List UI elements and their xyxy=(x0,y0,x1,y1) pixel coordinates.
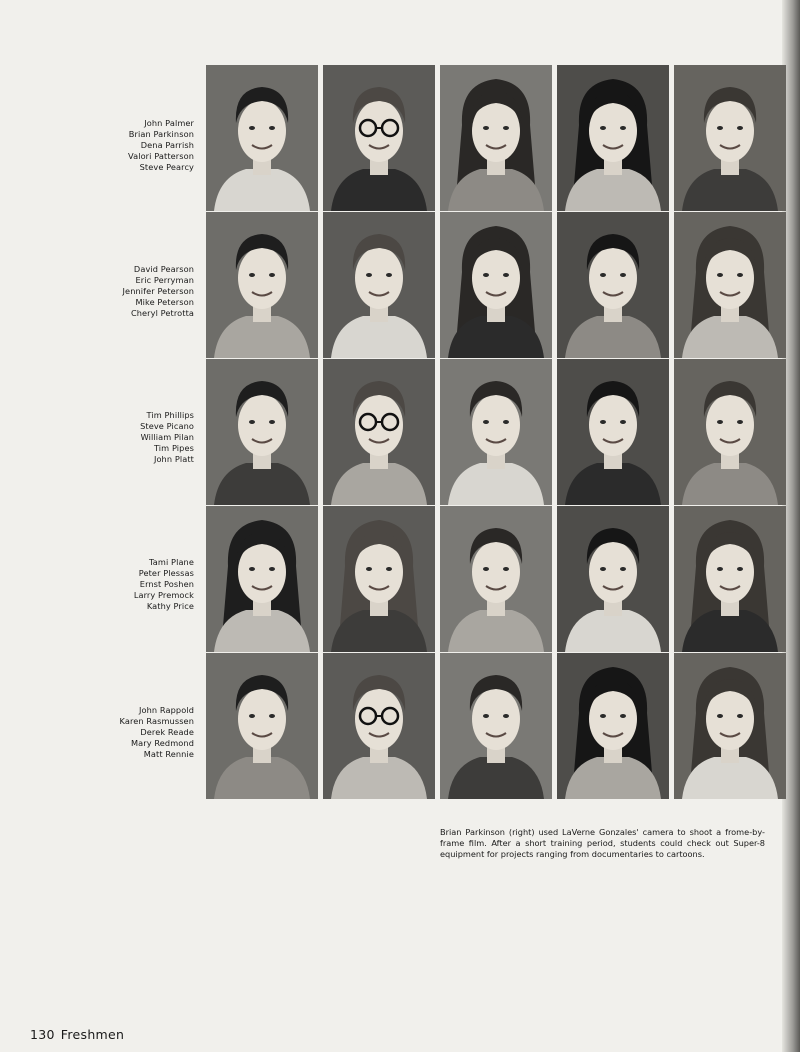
student-portrait xyxy=(440,653,552,799)
portrait-image xyxy=(674,506,786,652)
student-portrait xyxy=(674,65,786,211)
student-name: Mike Peterson xyxy=(135,297,194,307)
student-portrait xyxy=(323,65,435,211)
student-portrait xyxy=(557,212,669,358)
student-name: Dena Parrish xyxy=(140,140,194,150)
portrait-image xyxy=(440,653,552,799)
student-portrait xyxy=(323,359,435,505)
portrait-image xyxy=(557,653,669,799)
student-name: Tami Plane xyxy=(149,557,194,567)
portrait-image xyxy=(323,359,435,505)
student-portrait xyxy=(674,212,786,358)
student-name: Peter Plessas xyxy=(138,568,194,578)
student-name: William Pilan xyxy=(140,432,194,442)
page-number: 130 xyxy=(30,1027,55,1042)
student-portrait xyxy=(557,65,669,211)
page-footer xyxy=(30,1027,124,1042)
student-portrait xyxy=(557,653,669,799)
portrait-image xyxy=(440,359,552,505)
student-portrait xyxy=(440,65,552,211)
student-portrait xyxy=(206,65,318,211)
student-name: John Platt xyxy=(153,454,194,464)
student-name: Karen Rasmussen xyxy=(119,716,194,726)
student-name: John Palmer xyxy=(144,118,194,128)
student-portrait xyxy=(323,653,435,799)
student-portrait xyxy=(206,653,318,799)
portrait-image xyxy=(440,65,552,211)
student-name: Eric Perryman xyxy=(135,275,194,285)
student-name: Derek Reade xyxy=(140,727,194,737)
portrait-image xyxy=(206,359,318,505)
portrait-image xyxy=(557,506,669,652)
student-name: Kathy Price xyxy=(146,601,194,611)
portrait-image xyxy=(674,653,786,799)
portrait-image xyxy=(323,653,435,799)
student-portrait xyxy=(440,212,552,358)
portrait-image xyxy=(206,653,318,799)
portrait-image xyxy=(323,212,435,358)
student-name: Matt Rennie xyxy=(143,749,194,759)
portrait-image xyxy=(557,359,669,505)
student-portrait xyxy=(440,506,552,652)
student-name: Jennifer Peterson xyxy=(122,286,194,296)
student-name: David Pearson xyxy=(133,264,194,274)
student-portrait xyxy=(557,359,669,505)
student-portrait xyxy=(674,359,786,505)
student-name: Tim Phillips xyxy=(146,410,194,420)
student-name: Cheryl Petrotta xyxy=(130,308,194,318)
name-list-row-2 xyxy=(100,264,194,319)
portrait-image xyxy=(674,212,786,358)
student-portrait xyxy=(674,506,786,652)
name-list-row-1 xyxy=(100,118,194,173)
name-list-row-5 xyxy=(100,705,194,760)
student-portrait xyxy=(206,359,318,505)
student-name: Steve Pearcy xyxy=(139,162,194,172)
student-portrait xyxy=(557,506,669,652)
portrait-image xyxy=(323,65,435,211)
student-name: Tim Pipes xyxy=(153,443,194,453)
student-name: Larry Premock xyxy=(133,590,194,600)
portrait-image xyxy=(440,506,552,652)
student-portrait xyxy=(674,653,786,799)
student-name: Valori Patterson xyxy=(128,151,194,161)
portrait-image xyxy=(674,359,786,505)
name-list-row-4 xyxy=(100,557,194,612)
name-list-row-3 xyxy=(100,410,194,465)
portrait-image xyxy=(557,65,669,211)
portrait-image xyxy=(557,212,669,358)
portrait-image xyxy=(206,65,318,211)
student-portrait xyxy=(323,506,435,652)
student-name: Ernst Poshen xyxy=(139,579,194,589)
section-title: Freshmen xyxy=(60,1027,125,1042)
student-name: Mary Redmond xyxy=(130,738,194,748)
student-name: Brian Parkinson xyxy=(128,129,194,139)
portrait-image xyxy=(674,65,786,211)
portrait-image xyxy=(440,212,552,358)
portrait-image xyxy=(206,212,318,358)
student-name: Steve Picano xyxy=(140,421,194,431)
student-name: John Rappold xyxy=(138,705,194,715)
photo-caption: Brian Parkinson (right) used LaVerne Gonzales' camera to shoot a frome-by-frame film. After a short training period, students could check out Super-8 equipment for projects ranging from documentaries to cartoons. xyxy=(440,827,765,859)
student-portrait xyxy=(440,359,552,505)
student-portrait xyxy=(323,212,435,358)
student-portrait xyxy=(206,506,318,652)
portrait-image xyxy=(323,506,435,652)
portrait-image xyxy=(206,506,318,652)
student-portrait xyxy=(206,212,318,358)
